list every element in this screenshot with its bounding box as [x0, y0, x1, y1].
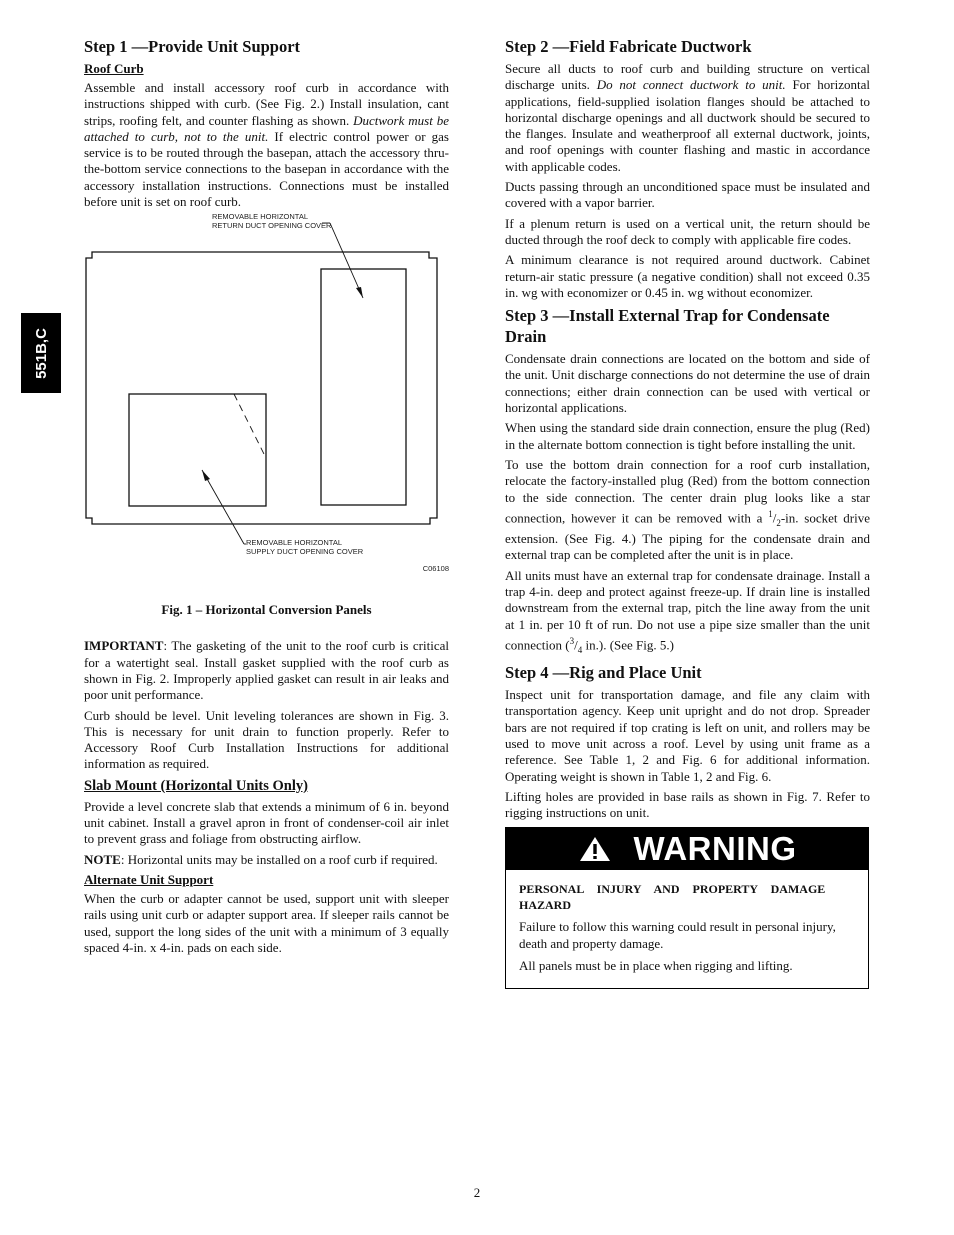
horizontal-conversion-panels-diagram — [84, 214, 449, 592]
figure-1 — [84, 214, 449, 592]
step2-paragraph-2: Ducts passing through an unconditioned space must be insulated and covered with a vapor barrier. — [505, 179, 870, 211]
warning-title: WARNING — [633, 830, 797, 868]
right-column — [505, 36, 870, 989]
slab-mount-heading: Slab Mount (Horizontal Units Only) — [84, 777, 308, 794]
supply-leader-line — [202, 470, 244, 544]
step4-paragraph-2: Lifting holes are provided in base rails as shown in Fig. 7. Refer to rigging instructions on unit. — [505, 788, 870, 821]
step2-heading: Step 2 —Field Fabricate Ductwork — [505, 37, 752, 56]
step3-heading: Step 3 —Install External Trap for Condensate Drain — [505, 306, 830, 347]
warning-text-1: Failure to follow this warning could result in personal injury, death and property damage. — [519, 919, 836, 951]
left-column — [84, 36, 449, 960]
step3-paragraph-3: To use the bottom drain connection for a roof curb installation, relocate the factory-installed plug (Red) from the bottom connection to the side connection. The center drain plug looks like a star connection, however it can be removed with a $^1/_2-in$. socket drive extension. (See Fig. 4.) The piping for the condensate drain and external trap can be completed after the unit is in place. — [505, 456, 870, 563]
page-number: 2 — [473, 1185, 481, 1200]
return-cover-label: REMOVABLE HORIZONTAL RETURN DUCT OPENING COVER — [212, 212, 332, 231]
warning-triangle-icon — [578, 835, 612, 863]
warning-box — [505, 827, 869, 989]
return-leader-line — [330, 223, 363, 298]
step4-heading: Step 4 —Rig and Place Unit — [505, 663, 702, 683]
important-paragraph: IMPORTANT: The gasketing of the unit to the roof curb is critical for a watertight seal. Install gasket supplied with the roof curb as shown in Fig. 2. Improperly applied gasket can result in air leaks and poor unit performance. — [84, 638, 449, 703]
supply-cover-label: REMOVABLE HORIZONTAL SUPPLY DUCT OPENING COVER — [246, 538, 364, 557]
roof-curb-heading: Roof Curb — [84, 61, 144, 76]
alternate-support-paragraph: When the curb or adapter cannot be used, support unit with sleeper rails using unit curb or adapter support area. If sleeper rails cannot be used, support the long sides of the unit with a minimum of 3 equally spaced 4-in. x 4-in. pads on each side. — [84, 890, 449, 955]
step4-paragraph-1: Inspect unit for transportation damage, and file any claim with transportation agency. Keep unit upright and do not drop. Spreader bars are not required if top crating is left on unit, and rollers may be used to move unit across a roof. Level by using unit frame as a reference. See Table 1, 2 and Fig. 6 for additional information. Operating weight is shown in Table 1, 2 and Fig. 6. — [505, 687, 870, 784]
warning-body — [506, 870, 868, 988]
return-duct-cover — [321, 269, 406, 505]
step2-paragraph-3: If a plenum return is used on a vertical unit, the return should be ducted through the roof deck to comply with applicable fire codes. — [505, 215, 870, 247]
roof-curb-paragraph: Assemble and install accessory roof curb in accordance with instructions shipped with curb. (See Fig. 2.) Install insulation, cant strips, roofing felt, and counter flashing as shown. Ductwork must be attached to curb, not to the unit. If electric control power or gas service is to be routed through the basepan, attach the accessory thru-the-bottom service connections to the basepan in accordance with the accessory installation instructions. Connections must be installed before unit is set on roof curb. — [84, 80, 449, 210]
model-side-tab — [21, 313, 61, 393]
unit-outline — [86, 252, 437, 524]
warning-hazard-line-2: HAZARD — [519, 898, 572, 913]
dashed-line — [234, 394, 265, 456]
warning-text-2: All panels must be in place when rigging and lifting. — [519, 958, 793, 974]
warning-header — [506, 828, 868, 870]
warning-hazard-line-1: PERSONAL INJURY AND PROPERTY DAMAGE — [519, 882, 826, 897]
model-side-tab-label: 551B,C — [32, 327, 50, 379]
step2-paragraph-1: Secure all ducts to roof curb and building structure on vertical discharge units. Do not connect ductwork to unit. For horizontal applications, field-supplied isolation flanges should be attached to horizontal discharge openings and all ductwork should be secured to the flanges. Insulate and weatherproof all external ductwork, joints, and roof openings with counter flashing and mastic in accordance with applicable codes. — [505, 61, 871, 174]
step2-paragraph-4: A minimum clearance is not required around ductwork. Cabinet return-air static pressure (a negative condition) shall not exceed 0.35 in. wg with economizer or 0.45 in. wg without economizer. — [505, 252, 870, 300]
note-paragraph: NOTE: Horizontal units may be installed on a roof curb if required. — [84, 851, 438, 867]
supply-duct-cover — [129, 394, 266, 506]
step3-paragraph-1: Condensate drain connections are located on the bottom and side of the unit. Unit discharge connections do not determine the use of drain connections; either drain connection can be used with vertical or horizontal applications. — [505, 351, 870, 416]
figure-1-caption: Fig. 1 – Horizontal Conversion Panels — [161, 602, 372, 618]
curb-level-paragraph: Curb should be level. Unit leveling tolerances are shown in Fig. 3. This is necessary for unit drain to function properly. Refer to Accessory Roof Curb Installation Instructions for additional information as required. — [84, 707, 449, 772]
step3-paragraph-2: When using the standard side drain connection, ensure the plug (Red) in the alternate bottom connection is tight before installing the unit. — [505, 420, 870, 452]
alternate-support-heading: Alternate Unit Support — [84, 871, 214, 887]
step3-paragraph-4: All units must have an external trap for condensate drainage. Install a trap 4-in. deep and protect against freeze-up. If drain line is installed downstream from the external trap, pitch the line away from the unit at 1 in. per 10 ft of run. Do not use a pipe size smaller than the unit connection ($^3/_4$ in.). (See Fig. 5.) — [505, 567, 870, 655]
figure-code: C06108 — [422, 564, 449, 574]
slab-mount-paragraph: Provide a level concrete slab that extends a minimum of 6 in. beyond unit cabinet. Install a gravel apron in front of condenser-coil air inlet to prevent grass and foliage from obstructing airflow. — [84, 798, 449, 847]
step1-heading: Step 1 —Provide Unit Support — [84, 37, 301, 56]
